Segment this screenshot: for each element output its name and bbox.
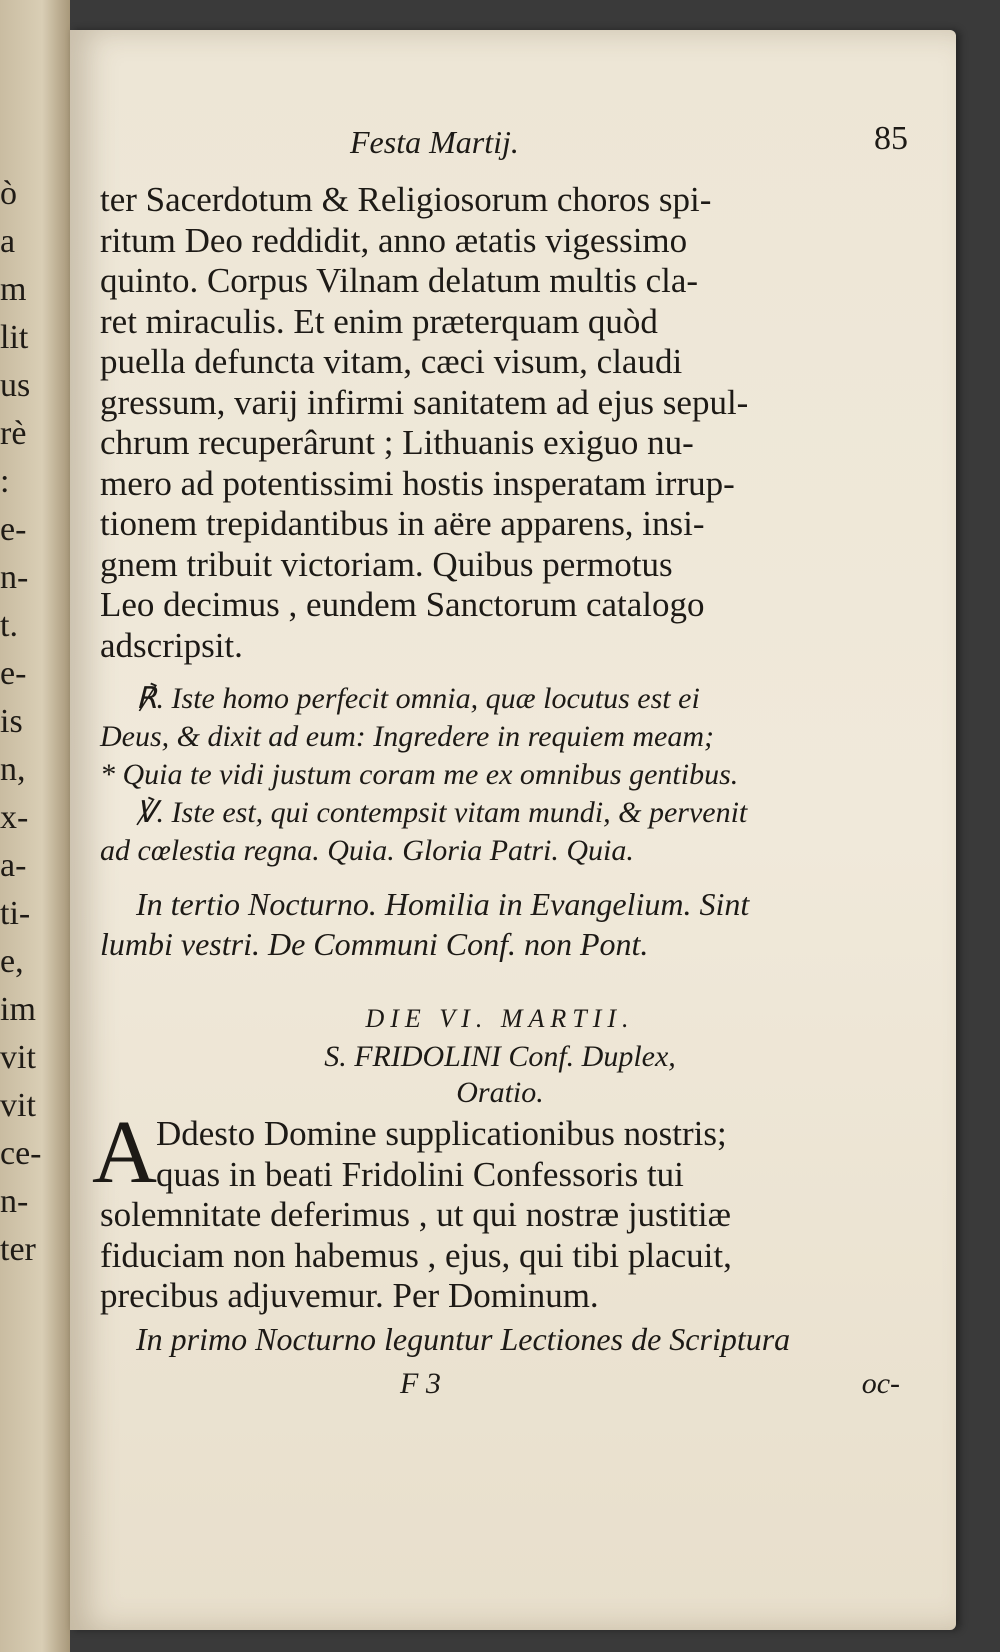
page-header — [100, 120, 908, 180]
book-page — [70, 30, 956, 1630]
catchword: oc- — [861, 1366, 900, 1400]
text-line: gressum, varij infirmi sanitatem ad ejus sepul- — [100, 382, 749, 422]
signature-mark: F 3 — [400, 1366, 441, 1400]
responsory — [100, 680, 900, 870]
page-footer — [100, 1367, 900, 1407]
oratio-heading: Oratio. — [456, 1076, 544, 1109]
first-nocturn-rubric: In primo Nocturno leguntur Lectiones de Scriptura — [136, 1320, 791, 1357]
text-line: Leo decimus , eundem Sanctorum catalogo — [100, 585, 705, 624]
text-line: In tertio Nocturno. Homilia in Evangelium. Sint — [136, 886, 750, 922]
page-number: 85 — [874, 120, 908, 157]
saint-heading: S. FRIDOLINI Conf. Duplex, — [324, 1040, 676, 1073]
facing-page-edge — [0, 0, 70, 1652]
text-line: ℣. Iste est, qui contempsit vitam mundi, & pervenit — [136, 796, 748, 829]
lesson-text — [100, 180, 900, 666]
text-line: ritum Deo reddidit, anno ætatis vigessimo — [100, 220, 688, 260]
text-line: lumbi vestri. De Communi Conf. non Pont. — [100, 926, 649, 962]
text-line: precibus adjuvemur. Per Dominum. — [100, 1276, 599, 1315]
text-line: ℟. Iste homo perfecit omnia, quæ locutus est ei — [136, 682, 700, 715]
text-line: quinto. Corpus Vilnam delatum multis cla- — [100, 261, 699, 300]
facing-page-fragments: ò a m lit us rè : e- n- t. e- is n, x- a- ti- e, im vit vit ce- n- ter — [0, 175, 42, 1268]
third-nocturn-rubric — [100, 884, 900, 964]
text-line: * Quia te vidi justum coram me ex omnibus gentibus. — [100, 758, 739, 791]
page-content — [92, 120, 908, 1407]
text-line: mero ad potentissimi hostis insperatam irrup- — [100, 463, 735, 503]
text-line: adscripsit. — [100, 625, 243, 665]
text-line: Deus, & dixit ad eum: Ingredere in requiem meam; — [100, 720, 715, 753]
text-line: fiduciam non habemus , ejus, qui tibi placuit, — [100, 1235, 732, 1275]
text-line: gnem tribuit victoriam. Quibus permotus — [100, 544, 673, 584]
text-line: ad cœlestia regna. Quia. Gloria Patri. Quia. — [100, 834, 634, 867]
text-line: chrum recuperârunt ; Lithuanis exiguo nu- — [100, 423, 694, 462]
text-line: quas in beati Fridolini Confessoris tui — [156, 1154, 684, 1194]
text-line: Ddesto Domine supplicationibus nostris; — [156, 1114, 727, 1153]
text-line: puella defuncta vitam, cæci visum, claudi — [100, 342, 683, 381]
day-heading: DIE VI. MARTII. — [365, 1004, 635, 1033]
text-line: ter Sacerdotum & Religiosorum choros spi- — [100, 180, 712, 219]
drop-cap: A — [92, 1103, 157, 1202]
collect-prayer — [92, 1103, 900, 1317]
running-head: Festa Martij. — [350, 124, 519, 160]
text-line: solemnitate deferimus , ut qui nostræ justitiæ — [100, 1195, 731, 1234]
text-line: tionem trepidantibus in aëre apparens, insi- — [100, 504, 705, 543]
text-line: ret miraculis. Et enim præterquam quòd — [100, 301, 658, 341]
